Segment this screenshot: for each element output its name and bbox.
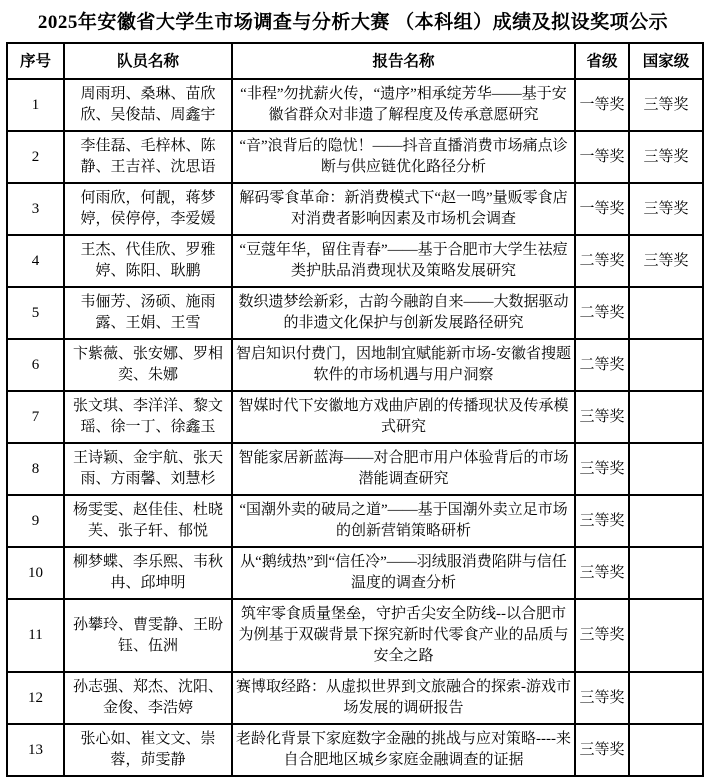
cell-members: 何雨欣，何靓，蒋梦婷，侯停停，李爱媛 (64, 183, 232, 235)
cell-national-award: 三等奖 (629, 131, 703, 183)
table-row (7, 547, 703, 599)
cell-report: “国潮外卖的破局之道”——基于国潮外卖立足市场的创新营销策略研析 (232, 495, 575, 547)
cell-report: 赛博取经路：从虚拟世界到文旅融合的探索-游戏市场发展的调研报告 (232, 672, 575, 724)
cell-index: 2 (7, 131, 64, 183)
cell-report: 智启知识付费门，因地制宜赋能新市场-安徽省搜题软件的市场机遇与用户洞察 (232, 339, 575, 391)
cell-members: 韦俪芳、汤硕、施雨露、王娟、王雪 (64, 287, 232, 339)
cell-members: 张文琪、李洋洋、黎文瑶、徐一丁、徐鑫玉 (64, 391, 232, 443)
table-row (7, 724, 703, 776)
cell-provincial-award: 二等奖 (575, 339, 629, 391)
table-row (7, 287, 703, 339)
results-table-body (7, 79, 703, 776)
cell-index: 1 (7, 79, 64, 131)
table-header-row (7, 43, 703, 79)
header-provincial-award: 省级 (575, 43, 629, 79)
table-row (7, 183, 703, 235)
cell-provincial-award: 三等奖 (575, 391, 629, 443)
cell-report: 从“鹅绒热”到“信任冷”——羽绒服消费陷阱与信任温度的调查分析 (232, 547, 575, 599)
cell-provincial-award: 三等奖 (575, 547, 629, 599)
cell-index: 11 (7, 599, 64, 672)
cell-report: 智媒时代下安徽地方戏曲庐剧的传播现状及传承模式研究 (232, 391, 575, 443)
table-row (7, 79, 703, 131)
cell-members: 杨雯雯、赵佳佳、杜晓芙、张子轩、郁悦 (64, 495, 232, 547)
cell-members: 孙攀玲、曹雯静、王盼钰、伍洲 (64, 599, 232, 672)
cell-national-award (629, 391, 703, 443)
cell-members: 卞紫薇、张安娜、罗相奕、朱娜 (64, 339, 232, 391)
cell-index: 8 (7, 443, 64, 495)
table-row (7, 339, 703, 391)
cell-national-award (629, 443, 703, 495)
results-table (6, 42, 704, 777)
cell-index: 7 (7, 391, 64, 443)
cell-provincial-award: 一等奖 (575, 79, 629, 131)
cell-national-award (629, 672, 703, 724)
header-members: 队员名称 (64, 43, 232, 79)
table-row (7, 672, 703, 724)
cell-provincial-award: 三等奖 (575, 599, 629, 672)
cell-provincial-award: 三等奖 (575, 443, 629, 495)
table-row (7, 391, 703, 443)
cell-members: 王杰、代佳欣、罗雅婷、陈阳、耿鹏 (64, 235, 232, 287)
cell-index: 5 (7, 287, 64, 339)
cell-report: 数织遗梦绘新彩，古韵今融韵自来——大数据驱动的非遗文化保护与创新发展路径研究 (232, 287, 575, 339)
cell-provincial-award: 一等奖 (575, 131, 629, 183)
cell-index: 10 (7, 547, 64, 599)
cell-national-award: 三等奖 (629, 235, 703, 287)
cell-provincial-award: 二等奖 (575, 287, 629, 339)
cell-national-award: 三等奖 (629, 79, 703, 131)
cell-members: 孙志强、郑杰、沈阳、金俊、李浩婷 (64, 672, 232, 724)
table-row (7, 131, 703, 183)
cell-national-award (629, 547, 703, 599)
cell-report: 筑牢零食质量堡垒，守护舌尖安全防线--以合肥市为例基于双碳背景下探究新时代零食产业的品质与安全之路 (232, 599, 575, 672)
cell-index: 13 (7, 724, 64, 776)
cell-report: 智能家居新蓝海——对合肥市用户体验背后的市场潜能调查研究 (232, 443, 575, 495)
page-title: 2025年安徽省大学生市场调查与分析大赛 （本科组）成绩及拟设奖项公示 (37, 12, 669, 33)
cell-report: “豆蔻年华，留住青春”——基于合肥市大学生祛痘类护肤品消费现状及策略发展研究 (232, 235, 575, 287)
cell-members: 王诗颖、金宇航、张天雨、方雨馨、刘慧杉 (64, 443, 232, 495)
cell-provincial-award: 三等奖 (575, 672, 629, 724)
cell-report: “非程”勿扰薪火传，“遗序”相承绽芳华——基于安徽省群众对非遗了解程度及传承意愿研究 (232, 79, 575, 131)
cell-index: 3 (7, 183, 64, 235)
cell-index: 4 (7, 235, 64, 287)
cell-national-award (629, 339, 703, 391)
cell-national-award (629, 287, 703, 339)
cell-provincial-award: 一等奖 (575, 183, 629, 235)
table-row (7, 495, 703, 547)
cell-provincial-award: 三等奖 (575, 495, 629, 547)
cell-national-award: 三等奖 (629, 183, 703, 235)
header-national-award: 国家级 (629, 43, 703, 79)
cell-members: 李佳磊、毛梓林、陈静、王吉祥、沈思语 (64, 131, 232, 183)
cell-members: 周雨玥、桑琳、苗欣欣、吴俊喆、周鑫宇 (64, 79, 232, 131)
header-index: 序号 (7, 43, 64, 79)
cell-report: 解码零食革命：新消费模式下“赵一鸣”量贩零食店对消费者影响因素及市场机会调查 (232, 183, 575, 235)
header-report: 报告名称 (232, 43, 575, 79)
cell-national-award (629, 724, 703, 776)
cell-national-award (629, 599, 703, 672)
cell-provincial-award: 三等奖 (575, 724, 629, 776)
cell-members: 张心如、崔文文、崇蓉，茆雯静 (64, 724, 232, 776)
table-row (7, 235, 703, 287)
cell-members: 柳梦蝶、李乐熙、韦秋冉、邱坤明 (64, 547, 232, 599)
table-row (7, 599, 703, 672)
cell-index: 9 (7, 495, 64, 547)
cell-report: 老龄化背景下家庭数字金融的挑战与应对策略----来自合肥地区城乡家庭金融调查的证据 (232, 724, 575, 776)
cell-report: “音”浪背后的隐忧！——抖音直播消费市场痛点诊断与供应链优化路径分析 (232, 131, 575, 183)
table-row (7, 443, 703, 495)
cell-index: 6 (7, 339, 64, 391)
cell-index: 12 (7, 672, 64, 724)
cell-national-award (629, 495, 703, 547)
cell-provincial-award: 二等奖 (575, 235, 629, 287)
